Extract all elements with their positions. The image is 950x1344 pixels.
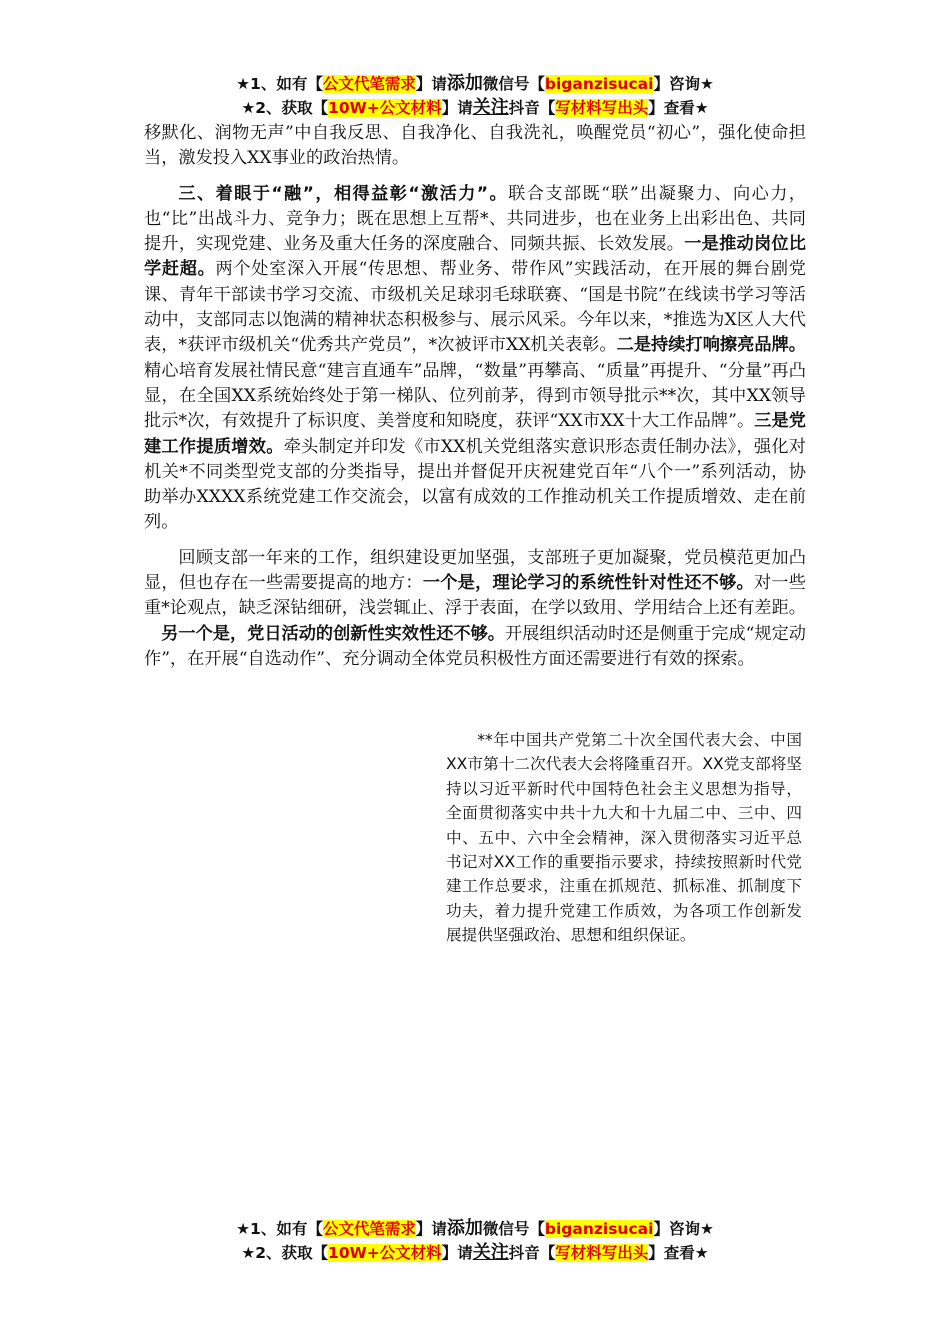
point-heading: 三是党建工作提质增效。: [144, 411, 806, 457]
point-heading: 二是持续打响擦亮品牌。: [616, 335, 806, 356]
paragraph-text: 两个处室深入开展“传思想、帮业务、带作风”实践活动，在开展的舞台剧党课、青年干部读书学习交流、市级机关足球羽毛球联赛、“国是书院”在线读书学习等活动中，支部同志以饱满的精神状态积极参与、展示风采。今年以来，*推选为X区人大代表，*获评市级机关“优秀共产党员”，*次被评市XX机关表彰。: [144, 259, 806, 356]
header-banner: [0, 72, 950, 120]
banner-line-1: [0, 72, 950, 96]
banner-highlight: 公文代笔需求: [322, 75, 416, 93]
banner-text: 微信号【: [482, 75, 545, 93]
point-heading: 另一个是，党日活动的创新性实效性还不够。: [161, 623, 505, 644]
banner-highlight: 公文代笔需求: [322, 1220, 416, 1238]
paragraph-text: 牵头制定并印发《市XX机关党组落实意识形态责任制办法》，强化对机关*不同类型党支部的分类指导，提出并督促开庆祝建党百年“八个一”系列活动，协助举办XXXX系统党建工作交流会，以富有成效的工作推动机关工作提质增效、走在前列。: [144, 436, 806, 533]
closing-block: [446, 728, 802, 948]
banner-text: 】请: [441, 1244, 473, 1262]
banner-highlight: biganzisucai: [544, 75, 654, 93]
banner-text: 】请: [441, 99, 473, 117]
paragraph-text: 联合支部既“联”出凝聚力、向心力，也“比”出战斗力、竞争力；既在思想上互帮*、共同进步，也在业务上出彩出色、共同提升，实现党建、业务及重大任务的深度融合、同频共振、长效发展。: [144, 183, 806, 255]
paragraph-text: 对一些重*论观点，缺乏深钻细研，浅尝辄止、浮于表面，在学以致用、学用结合上还有差距。: [144, 573, 806, 619]
banner-text: 】请: [415, 75, 447, 93]
banner-highlight: 10W+公文材料: [328, 99, 442, 117]
banner-text: 微信号【: [482, 1220, 545, 1238]
banner-emphasis: 添加: [446, 73, 483, 94]
banner-text: 】查看★: [648, 1244, 709, 1262]
banner-line-2: [0, 1241, 950, 1265]
banner-emphasis: 关注: [472, 97, 509, 118]
document-body: [144, 121, 806, 672]
paragraph-text: 开展组织活动时还是侧重于完成“规定动作”，在开展“自选动作”、充分调动全体党员积极性方面还需要进行有效的探索。: [144, 623, 806, 669]
banner-line-1: [0, 1217, 950, 1241]
banner-highlight: 10W+公文材料: [328, 1244, 442, 1262]
point-heading: 一是推动岗位比学赶超。: [144, 234, 806, 280]
banner-text: ★2、获取【: [241, 1244, 329, 1262]
section-heading: 三、着眼于“融”，相得益彰“激活力”。: [178, 183, 509, 204]
point-heading: 一个是，理论学习的系统性针对性还不够。: [422, 573, 754, 594]
banner-highlight: 写材料写出头: [555, 99, 649, 117]
banner-text: 】咨询★: [653, 1220, 714, 1238]
banner-text: ★1、如有【: [236, 75, 323, 93]
footer-banner: [0, 1217, 950, 1265]
paragraph-text: 精心培育发展社情民意“建言直通车”品牌，“数量”再攀高、“质量”再提升、“分量”再凸显，在全国XX系统始终处于第一梯队、位列前茅，得到市领导批示**次，其中XX领导批示*次，有效提升了标识度、美誉度和知晓度，获评“XX市XX十大工作品牌”。: [144, 360, 806, 432]
banner-line-2: [0, 96, 950, 120]
banner-text: ★1、如有【: [236, 1220, 323, 1238]
banner-text: 抖音【: [508, 1244, 556, 1262]
banner-text: 抖音【: [508, 99, 556, 117]
paragraph-text: 回顾支部一年来的工作，组织建设更加坚强，支部班子更加凝聚，党员模范更加凸显，但也存在一些需要提高的地方：: [144, 547, 806, 594]
banner-emphasis: 关注: [472, 1242, 509, 1263]
paragraph-section-three: [144, 182, 806, 536]
banner-text: 】请: [415, 1220, 447, 1238]
paragraph-continuation: 移默化、润物无声”中自我反思、自我净化、自我洗礼，唤醒党员“初心”，强化使命担当，激发投入XX事业的政治热情。: [144, 123, 806, 169]
banner-text: ★2、获取【: [241, 99, 329, 117]
banner-text: 】查看★: [648, 99, 709, 117]
banner-highlight: biganzisucai: [544, 1220, 654, 1238]
closing-paragraph: **年中国共产党第二十次全国代表大会、中国XX市第十二次代表大会将隆重召开。XX党支部将坚持以习近平新时代中国特色社会主义思想为指导，全面贯彻落实中共十九大和十九届二中、三中、四中、五中、六中全会精神，深入贯彻落实习近平总书记对XX工作的重要指示要求，持续按照新时代党建工作总要求，注重在抓规范、抓标准、抓制度下功夫，着力提升党建工作质效，为各项工作创新发展提供坚强政治、思想和组织保证。: [446, 731, 802, 945]
banner-text: 】咨询★: [653, 75, 714, 93]
banner-emphasis: 添加: [446, 1218, 483, 1239]
paragraph-review: [144, 546, 806, 672]
banner-highlight: 写材料写出头: [555, 1244, 649, 1262]
